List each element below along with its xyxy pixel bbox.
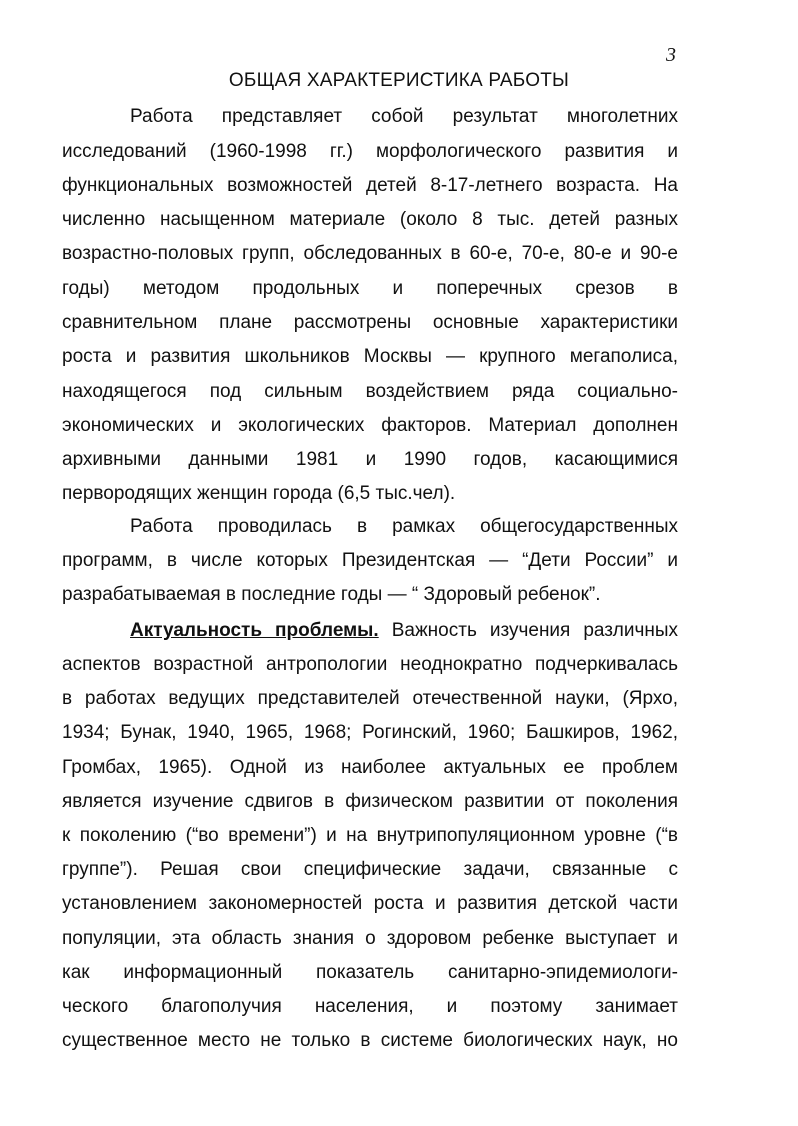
paragraph-line: ческого благополучия населения, и поэтому занимает [62, 996, 678, 1017]
paragraph-line: архивными данными 1981 и 1990 годов, касающимися [62, 449, 678, 470]
paragraph-line: программ, в числе которых Президентская — “Дети России” и [62, 550, 678, 571]
paragraph-line-with-heading [130, 620, 678, 642]
page-title: ОБЩАЯ ХАРАКТЕРИСТИКА РАБОТЫ [228, 70, 570, 91]
paragraph-line: как информационный показатель санитарно-эпидемиологи- [62, 962, 678, 983]
paragraph-line: функциональных возможностей детей 8-17-летнего возраста. На [62, 175, 678, 196]
paragraph-line: находящегося под сильным воздействием ряда социально- [62, 381, 678, 402]
paragraph-line: аспектов возрастной антропологии неоднократно подчеркивалась [62, 654, 678, 675]
section-heading: Актуальность проблемы. [130, 620, 379, 641]
paragraph-line: установлением закономерностей роста и развития детской части [62, 893, 678, 914]
paragraph-line: популяции, эта область знания о здоровом ребенке выступает и [62, 928, 678, 949]
paragraph-line: в работах ведущих представителей отечественной науки, (Ярхо, [62, 688, 678, 709]
paragraph-line: первородящих женщин города (6,5 тыс.чел). [62, 483, 456, 504]
paragraph-line: Работа представляет собой результат многолетних [130, 106, 678, 127]
paragraph-line: является изучение сдвигов в физическом развитии от поколения [62, 791, 678, 812]
paragraph-line: годы) методом продольных и поперечных срезов в [62, 278, 678, 299]
paragraph-line: группе”). Решая свои специфические задачи, связанные с [62, 859, 678, 880]
paragraph-line: сравнительном плане рассмотрены основные характеристики [62, 312, 678, 333]
paragraph-line: исследований (1960-1998 гг.) морфологического развития и [62, 141, 678, 162]
paragraph-text: Важность изучения различных [391, 620, 679, 641]
paragraph-line: возрастно-половых групп, обследованных в 60-е, 70-е, 80-е и 90-е [62, 243, 678, 264]
paragraph-line: Работа проводилась в рамках общегосударственных [130, 516, 678, 537]
paragraph-line: экономических и экологических факторов. Материал дополнен [62, 415, 678, 436]
paragraph-line: разрабатываемая в последние годы — “ Здоровый ребенок”. [62, 584, 601, 605]
paragraph-line: роста и развития школьников Москвы — крупного мегаполиса, [62, 346, 678, 367]
paragraph-line: к поколению (“во времени”) и на внутрипопуляционном уровне (“в [62, 825, 678, 846]
paragraph-line: существенное место не только в системе биологических наук, но [62, 1030, 678, 1051]
paragraph-line: Громбах, 1965). Одной из наиболее актуальных ее проблем [62, 757, 678, 778]
paragraph-line: численно насыщенном материале (около 8 тыс. детей разных [62, 209, 678, 230]
paragraph-line: 1934; Бунак, 1940, 1965, 1968; Рогинский, 1960; Башкиров, 1962, [62, 722, 678, 743]
page-number: 3 [666, 44, 676, 66]
